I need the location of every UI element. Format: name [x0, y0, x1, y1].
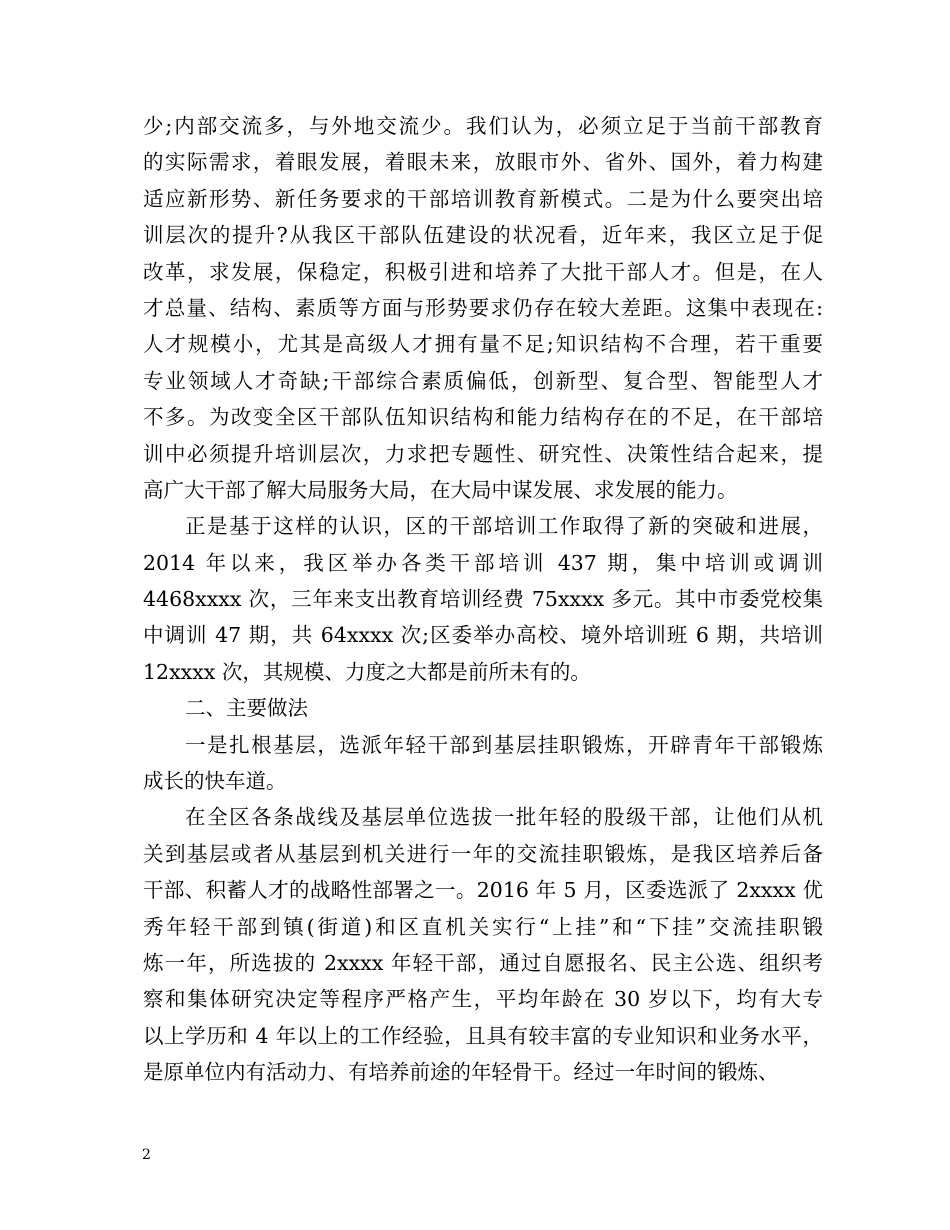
paragraph-line: 人才规模小，尤其是高级人才拥有量不足;知识结构不合理，若干重要: [143, 332, 823, 357]
paragraph-line: 训层次的提升?从我区干部队伍建设的状况看，近年来，我区立足于促: [143, 223, 823, 248]
paragraph-line: 少;内部交流多，与外地交流少。我们认为，必须立足于当前干部教育: [143, 114, 823, 138]
paragraph: [143, 508, 823, 690]
paragraph-line: 察和集体研究决定等程序严格产生，平均年龄在 30 岁以下，均有大专: [143, 987, 823, 1012]
paragraph-line: 关到基层或者从基层到机关进行一年的交流挂职锻炼，是我区培养后备: [143, 841, 823, 866]
page-number: 2: [142, 1147, 151, 1163]
paragraph-line: 专业领域人才奇缺;干部综合素质偏低，创新型、复合型、智能型人才: [143, 368, 823, 393]
paragraph-line: 才总量、结构、素质等方面与形势要求仍存在较大差距。这集中表现在:: [143, 295, 823, 320]
paragraph-line: 4468xxxx 次，三年来支出教育培训经费 75xxxx 多元。其中市委党校集: [143, 587, 823, 612]
paragraph-line: 秀年轻干部到镇(街道)和区直机关实行“上挂”和“下挂”交流挂职锻: [143, 914, 823, 939]
paragraph-line: 2014 年以来，我区举办各类干部培训 437 期，集中培训或调训: [143, 550, 823, 575]
paragraph-line: 训中必须提升培训层次，力求把专题性、研究性、决策性结合起来，提: [143, 441, 823, 466]
paragraph-line: 不多。为改变全区干部队伍知识结构和能力结构存在的不足，在干部培: [143, 405, 823, 430]
paragraph-line: 以上学历和 4 年以上的工作经验，且具有较丰富的专业知识和业务水平，: [143, 1023, 823, 1048]
paragraph-line: 二、主要做法: [185, 696, 308, 721]
paragraph-line: 12xxxx 次，其规模、力度之大都是前所未有的。: [143, 659, 591, 684]
paragraph-line: 高广大干部了解大局服务大局，在大局中谋发展、求发展的能力。: [143, 477, 738, 502]
paragraph: [143, 727, 823, 800]
document-body: [143, 108, 823, 1091]
paragraph-line: 在全区各条战线及基层单位选拔一批年轻的股级干部，让他们从机: [185, 805, 823, 830]
paragraph-line: 干部、积蓄人才的战略性部署之一。2016 年 5 月，区委选派了 2xxxx 优: [143, 878, 823, 903]
paragraph-line: 中调训 47 期，共 64xxxx 次;区委举办高校、境外培训班 6 期，共培训: [143, 623, 823, 648]
paragraph: [143, 799, 823, 1090]
paragraph-line: 的实际需求，着眼发展，着眼未来，放眼市外、省外、国外，着力构建: [143, 150, 823, 175]
paragraph: [143, 108, 823, 508]
paragraph: [143, 690, 823, 726]
paragraph-line: 适应新形势、新任务要求的干部培训教育新模式。二是为什么要突出培: [143, 186, 823, 211]
paragraph-line: 一是扎根基层，选派年轻干部到基层挂职锻炼，开辟青年干部锻炼: [185, 732, 823, 757]
paragraph-line: 炼一年，所选拔的 2xxxx 年轻干部，通过自愿报名、民主公选、组织考: [143, 950, 823, 975]
paragraph-line: 成长的快车道。: [143, 769, 287, 794]
paragraph-line: 改革，求发展，保稳定，积极引进和培养了大批干部人才。但是，在人: [143, 259, 823, 284]
paragraph-line: 是原单位内有活动力、有培养前途的年轻骨干。经过一年时间的锻炼、: [143, 1060, 779, 1085]
paragraph-line: 正是基于这样的认识，区的干部培训工作取得了新的突破和进展，: [185, 514, 823, 539]
